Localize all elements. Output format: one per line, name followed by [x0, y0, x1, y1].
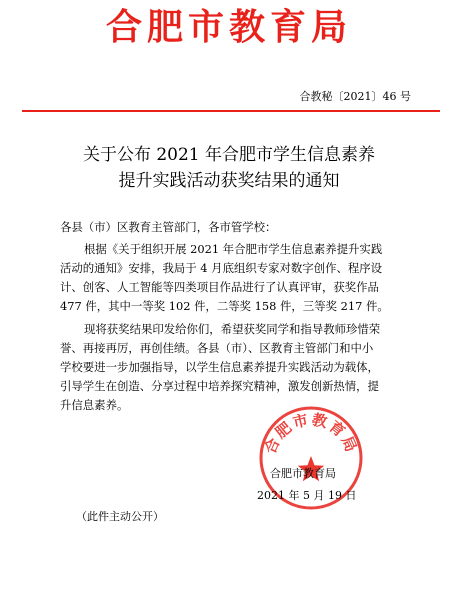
signature-organization: 合肥市教育局	[270, 467, 336, 480]
paragraph-1-line-4: 477 件，其中一等奖 102 件，二等奖 158 件，三等奖 217 件。	[60, 299, 389, 313]
paragraph-2-line-1: 现将获奖结果印发给你们，希望获奖同学和指导教师珍惜荣	[84, 322, 381, 336]
disclosure-note: （此件主动公开）	[76, 510, 164, 523]
paragraph-1-line-2: 活动的通知》安排，我局于 4 月底组织专家对数字创作、程序设	[60, 261, 383, 275]
paragraph-2-line-5: 升信息素养。	[60, 398, 129, 412]
addressee: 各县（市）区教育主管部门，各市管学校：	[60, 220, 277, 234]
svg-text:合肥市教育局	[261, 410, 361, 456]
seal-text: 合肥市教育局	[260, 410, 362, 457]
paragraph-2-line-2: 誉、再接再厉，再创佳绩。各县（市）、区教育主管部门和中小	[60, 341, 374, 355]
notice-title-line-1: 关于公布 2021 年合肥市学生信息素养	[82, 145, 376, 165]
header-divider	[22, 110, 440, 112]
paragraph-2-line-4: 引导学生在创造、分享过程中培养探究精神，激发创新热情，提	[60, 379, 379, 393]
issuing-authority-header: 合肥市教育局	[105, 7, 352, 48]
document-number: 合教秘〔2021〕46 号	[299, 90, 411, 103]
paragraph-2-line-3: 学校要进一步加强指导，以学生信息素养提升实践活动为载体，	[60, 360, 379, 374]
paragraph-1-line-3: 计、创客、人工智能等四类项目作品进行了认真评审，获奖作品	[60, 280, 379, 294]
signature-date: 2021 年 5 月 19 日	[257, 489, 357, 502]
paragraph-1-line-1: 根据《关于组织开展 2021 年合肥市学生信息素养提升实践	[84, 242, 383, 256]
notice-title-line-2: 提升实践活动获奖结果的通知	[118, 171, 340, 191]
